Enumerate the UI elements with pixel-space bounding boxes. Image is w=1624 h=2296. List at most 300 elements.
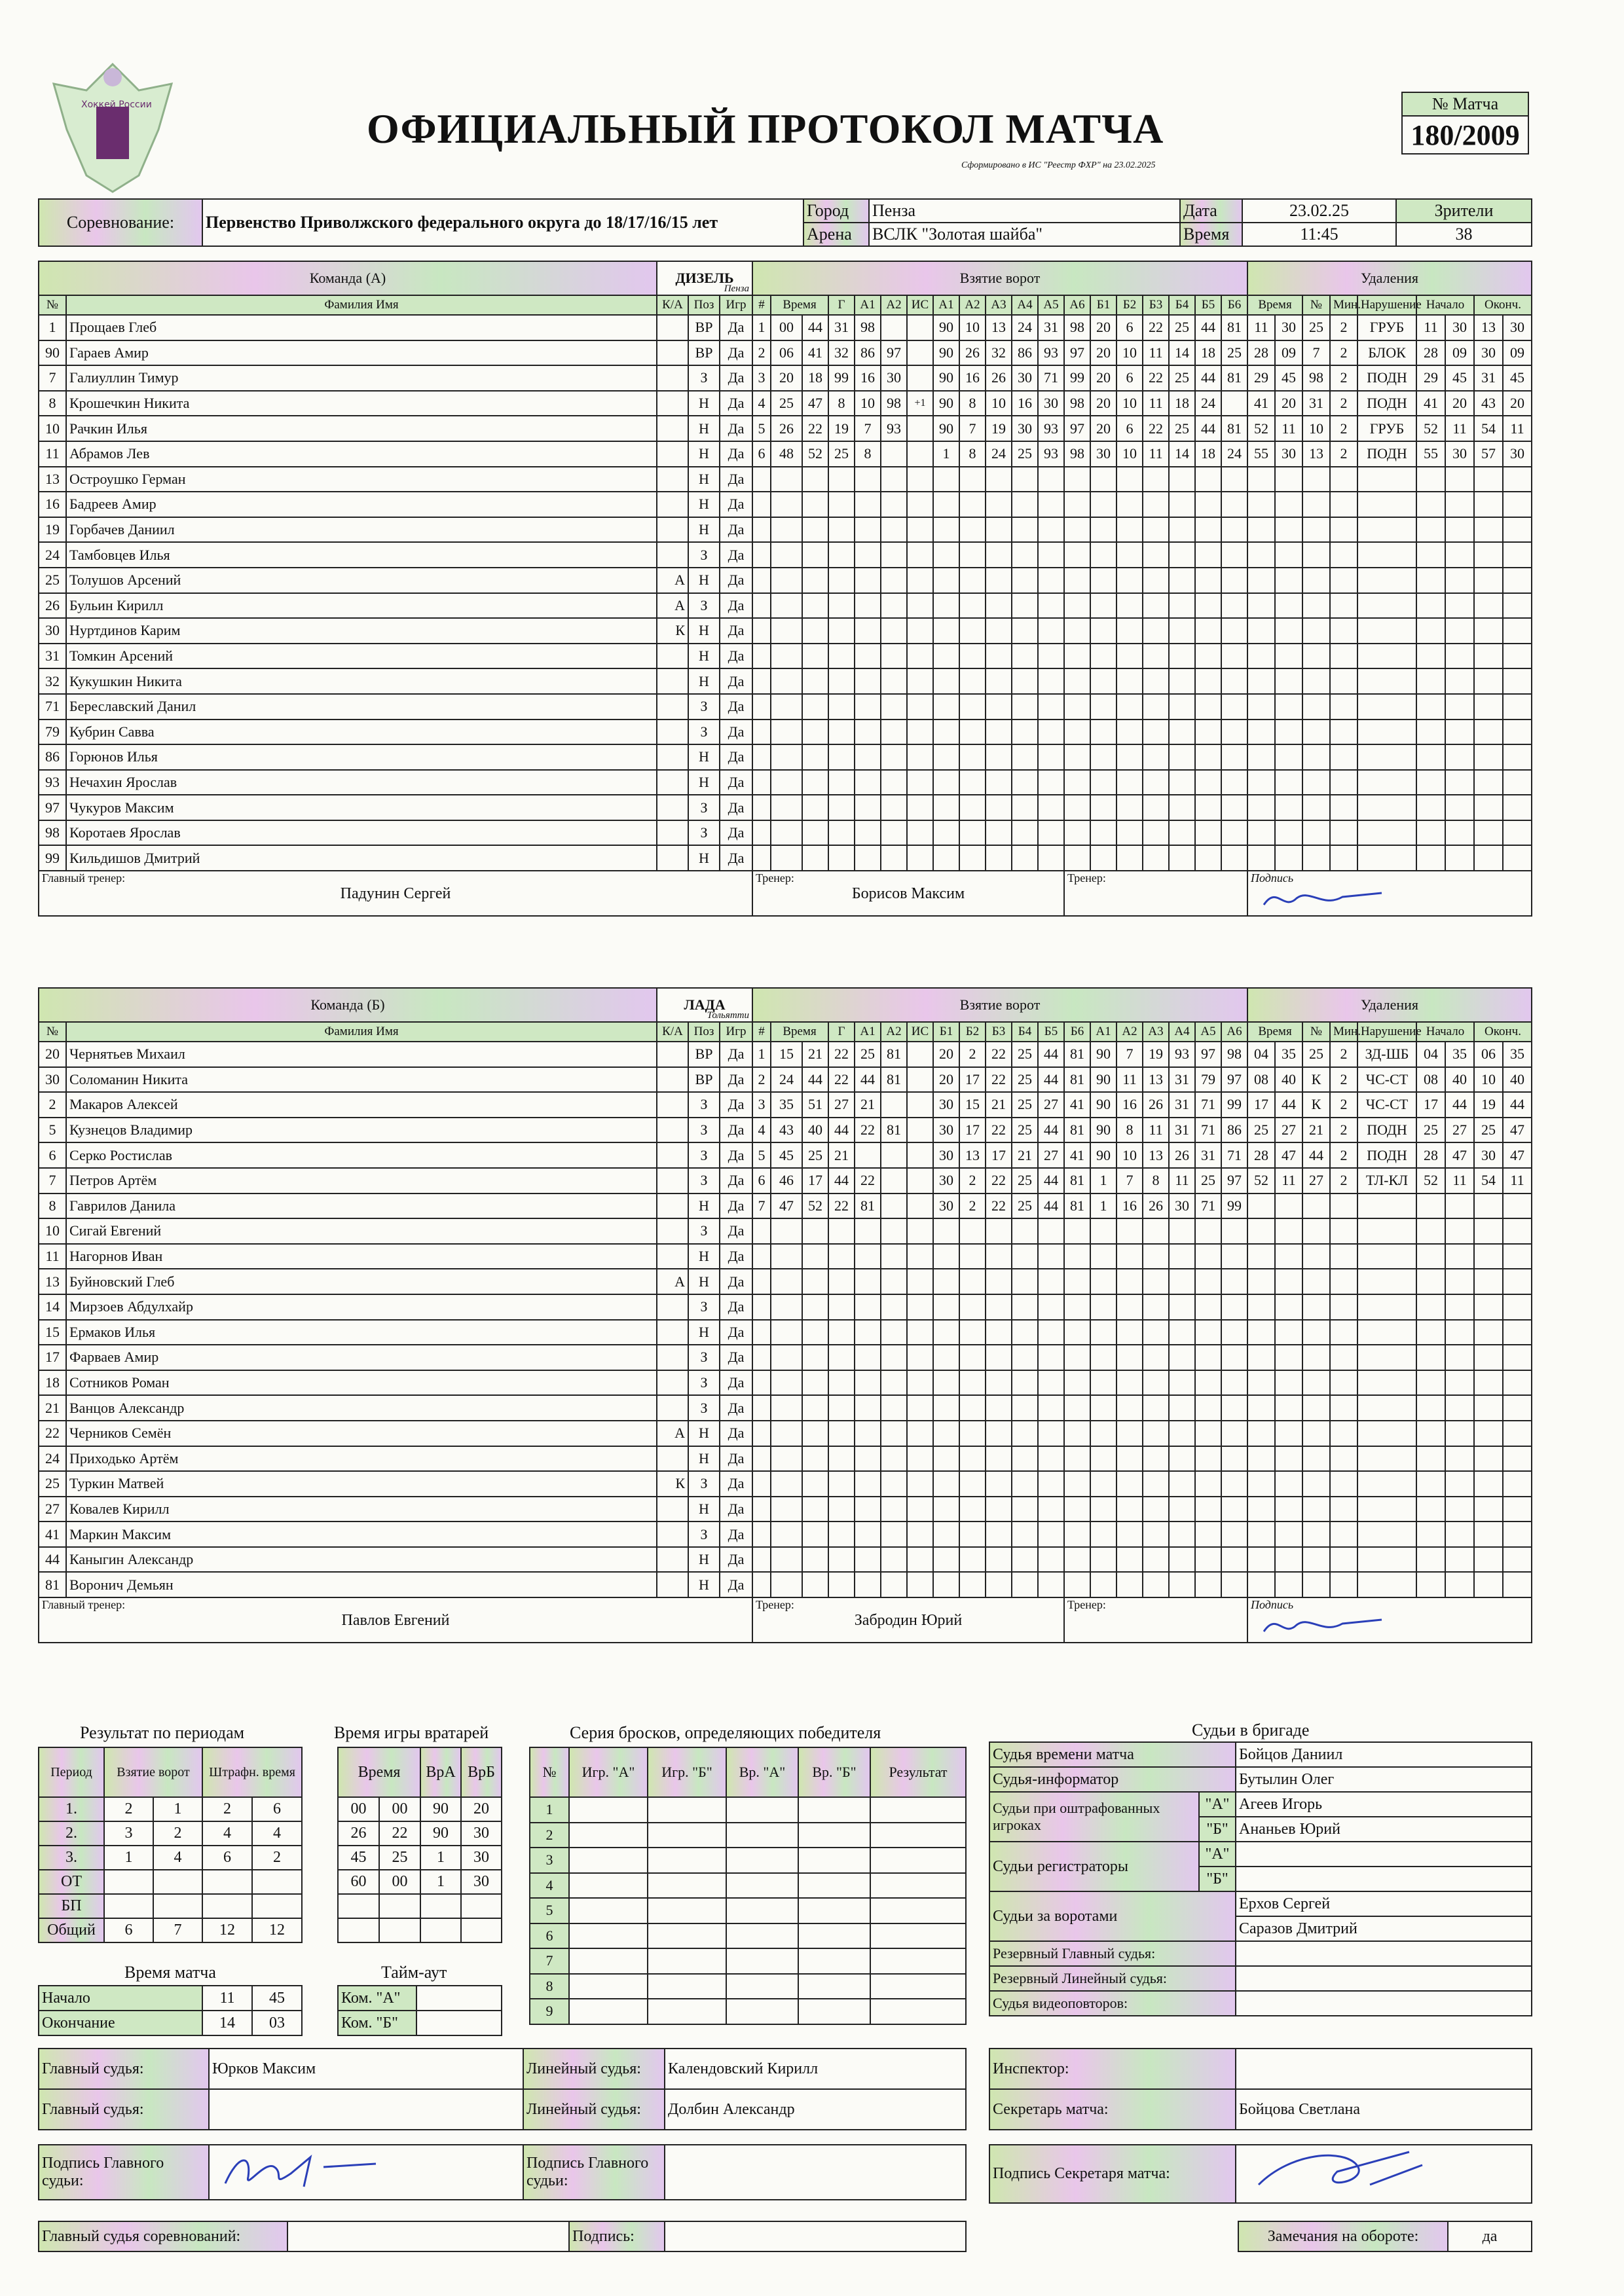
goal-cell: 44: [1038, 1118, 1064, 1143]
penalty-cell: [1416, 795, 1445, 820]
on-ice-col-header: Б5: [1038, 1022, 1064, 1042]
player-position: Н: [688, 416, 720, 441]
goal-cell: 24: [1012, 315, 1038, 340]
period-label: 2.: [39, 1821, 104, 1846]
penalty-cell: 2: [1330, 340, 1357, 366]
penalty-cell: [1503, 1572, 1532, 1597]
goal-cell: [1090, 770, 1116, 795]
goal-cell: 19: [986, 416, 1012, 441]
penalty-cell: [1445, 1547, 1474, 1573]
player-number: 11: [39, 441, 66, 467]
goal-cell: 16: [1116, 1092, 1143, 1118]
goal-cell: [1221, 1572, 1247, 1597]
goal-cell: [1143, 1471, 1169, 1497]
goal-cell: [828, 1572, 855, 1597]
goal-cell: [933, 1218, 959, 1244]
goal-cell: [881, 593, 907, 619]
on-ice-col-header: Б3: [986, 1022, 1012, 1042]
goal-time: [802, 593, 828, 619]
goalie-value: [420, 1894, 461, 1918]
goal-time: [771, 1547, 802, 1573]
penalty-cell: 27: [1445, 1118, 1474, 1143]
goal-cell: [1116, 618, 1143, 644]
penalty-cell: [1474, 467, 1503, 492]
goal-cell: [959, 1370, 986, 1396]
goal-cell: [881, 441, 907, 467]
goal-cell: [1195, 744, 1221, 770]
goal-cell: 90: [933, 340, 959, 366]
goal-cell: 31: [1195, 1142, 1221, 1168]
penalty-cell: [1247, 1471, 1275, 1497]
goal-cell: [1090, 517, 1116, 543]
page-title: ОФИЦИАЛЬНЫЙ ПРОТОКОЛ МАТЧА: [367, 105, 1164, 152]
goal-cell: [1195, 568, 1221, 593]
penalty-cell: [1445, 593, 1474, 619]
player-number: 79: [39, 720, 66, 745]
player-name: Буйновский Глеб: [66, 1269, 657, 1294]
goal-extra: [907, 1370, 933, 1396]
penalty-cell: 41: [1416, 391, 1445, 416]
penalty-cell: 30: [1474, 340, 1503, 366]
goal-cell: [828, 1320, 855, 1345]
match-number: 180/2009: [1402, 116, 1528, 154]
penalty-cell: [1445, 1497, 1474, 1522]
goal-cell: 25: [1169, 416, 1195, 441]
goal-cell: [986, 1522, 1012, 1547]
goal-cell: 30: [933, 1142, 959, 1168]
goal-cell: [1195, 1421, 1221, 1446]
goal-cell: 26: [959, 340, 986, 366]
goal-cell: [1012, 1269, 1038, 1294]
goal-cell: [881, 720, 907, 745]
penalty-cell: 47: [1275, 1142, 1302, 1168]
goal-cell: 24: [1195, 391, 1221, 416]
goal-cell: [959, 1320, 986, 1345]
goal-cell: [1169, 1547, 1195, 1573]
player-name: Горбачев Даниил: [66, 517, 657, 543]
shootout-number: 9: [530, 1999, 569, 2024]
shootout-cell: [870, 1898, 966, 1923]
goal-cell: [828, 1244, 855, 1269]
goalie-row: [338, 1894, 502, 1918]
penalty-infraction: ПОДН: [1357, 365, 1416, 391]
referee-2: [209, 2089, 523, 2130]
goalie-value: [338, 1894, 379, 1918]
goal-cell: 98: [1064, 441, 1090, 467]
goal-time: [771, 644, 802, 669]
goal-cell: 32: [986, 340, 1012, 366]
goal-cell: [959, 1294, 986, 1320]
goal-cell: [1038, 644, 1064, 669]
player-name: Толушов Арсений: [66, 568, 657, 593]
penalty-cell: 2: [1330, 391, 1357, 416]
player-row: [39, 1092, 1532, 1118]
goal-time: [802, 744, 828, 770]
goal-cell: 81: [1064, 1067, 1090, 1093]
goal-cell: [1012, 1320, 1038, 1345]
player-row: [39, 1294, 1532, 1320]
goal-cell: [959, 1345, 986, 1370]
shootout-cell: [798, 1848, 870, 1873]
penalty-infraction: ЧС-СТ: [1357, 1092, 1416, 1118]
player-number: 24: [39, 542, 66, 568]
player-played: Да: [720, 795, 752, 820]
goal-time: 48: [771, 441, 802, 467]
goal-cell: [1012, 1244, 1038, 1269]
goal-cell: [933, 845, 959, 871]
secretary: Бойцова Светлана: [1236, 2089, 1532, 2130]
goal-cell: [1012, 770, 1038, 795]
penalty-cell: [1330, 644, 1357, 669]
goal-cell: 86: [1221, 1118, 1247, 1143]
player-role: [657, 1067, 688, 1093]
player-played: Да: [720, 845, 752, 871]
goal-cell: [933, 1547, 959, 1573]
player-name: Рачкин Илья: [66, 416, 657, 441]
goal-cell: [1012, 694, 1038, 720]
penalty-cell: [1302, 644, 1330, 669]
start-hour: 11: [202, 1986, 252, 2011]
penalty-cell: [1247, 644, 1275, 669]
arena: ВСЛК "Золотая шайба": [869, 223, 1180, 246]
player-role: [657, 1320, 688, 1345]
goalie-value: [461, 1918, 502, 1942]
goal-cell: [1012, 668, 1038, 694]
player-number: 32: [39, 668, 66, 694]
goal-extra: [907, 1118, 933, 1143]
penalty-cell: [1330, 1218, 1357, 1244]
penalty-cell: [1503, 517, 1532, 543]
goal-time: [771, 1572, 802, 1597]
shootout-number: 8: [530, 1974, 569, 1999]
goal-number: 3: [752, 365, 771, 391]
goal-time: 45: [771, 1142, 802, 1168]
goal-cell: [1221, 1345, 1247, 1370]
goal-cell: [986, 618, 1012, 644]
goal-cell: [986, 517, 1012, 543]
signatures: [38, 2144, 967, 2200]
penalty-cell: 25: [1302, 1042, 1330, 1067]
penalty-cell: 44: [1302, 1142, 1330, 1168]
goal-cell: [1116, 1320, 1143, 1345]
goal-cell: [1195, 820, 1221, 846]
goal-number: 2: [752, 1067, 771, 1093]
goal-cell: 11: [1169, 1168, 1195, 1194]
team-b-block: [38, 987, 1532, 1643]
penalty-cell: 54: [1474, 1168, 1503, 1194]
goal-cell: 21: [828, 1142, 855, 1168]
goal-cell: [828, 1269, 855, 1294]
penalty-cell: [1503, 568, 1532, 593]
reserve-main: [1236, 1941, 1532, 1966]
goal-cell: [1143, 1218, 1169, 1244]
penalty-cell: [1302, 795, 1330, 820]
penalty-cell: 41: [1247, 391, 1275, 416]
goal-cell: [959, 593, 986, 619]
on-ice-col-header: Б4: [1169, 295, 1195, 315]
goal-cell: [1169, 492, 1195, 517]
goal-time: [771, 1446, 802, 1472]
shootout-cell: [648, 1848, 726, 1873]
shootout-cell: [648, 1948, 726, 1974]
penalty-cell: [1330, 1320, 1357, 1345]
goal-cell: [1090, 467, 1116, 492]
col-captain: К/А: [657, 295, 688, 315]
penalty-cell: [1474, 1345, 1503, 1370]
penalty-col-header: Оконч.: [1474, 1022, 1532, 1042]
goal-time: 25: [802, 1142, 828, 1168]
goal-cell: [933, 593, 959, 619]
player-played: Да: [720, 1320, 752, 1345]
penalty-cell: [1275, 1269, 1302, 1294]
goal-time: 52: [802, 1194, 828, 1219]
coach: Борисов Максим: [851, 885, 965, 903]
player-row: [39, 1370, 1532, 1396]
goal-number: 3: [752, 1092, 771, 1118]
penalty-cell: 40: [1503, 1067, 1532, 1093]
goal-cell: [1195, 1471, 1221, 1497]
goal-time: 06: [771, 340, 802, 366]
goal-time: [771, 845, 802, 871]
goal-cell: [1195, 467, 1221, 492]
player-row: [39, 1194, 1532, 1219]
goal-cell: 81: [1221, 315, 1247, 340]
period-row: [39, 1870, 302, 1894]
player-number: 30: [39, 1067, 66, 1093]
goal-cell: [1090, 1395, 1116, 1421]
penalty-cell: [1302, 1497, 1330, 1522]
period-value: 2: [202, 1797, 252, 1821]
goal-cell: [828, 1294, 855, 1320]
player-row: [39, 1067, 1532, 1093]
goal-time: [802, 1269, 828, 1294]
player-name: Тамбовцев Илья: [66, 542, 657, 568]
penalty-cell: [1503, 1471, 1532, 1497]
goal-cell: [1169, 1395, 1195, 1421]
shootout-cell: [726, 1873, 798, 1899]
goal-cell: [986, 770, 1012, 795]
goal-time: [802, 1522, 828, 1547]
player-position: З: [688, 542, 720, 568]
goal-cell: 90: [1090, 1067, 1116, 1093]
goal-cell: 1: [1090, 1168, 1116, 1194]
penalty-cell: 2: [1330, 1092, 1357, 1118]
player-name: Бадреев Амир: [66, 492, 657, 517]
goal-time: 21: [802, 1042, 828, 1067]
penalty-cell: [1275, 1370, 1302, 1396]
goal-cell: [1090, 1547, 1116, 1573]
goal-cell: [1116, 593, 1143, 619]
goal-time: 22: [802, 416, 828, 441]
goal-cell: [1169, 1421, 1195, 1446]
period-value: 6: [202, 1846, 252, 1870]
goal-time: [802, 492, 828, 517]
goal-cell: [1169, 770, 1195, 795]
penalty-cell: 25: [1302, 315, 1330, 340]
goal-cell: [1221, 1294, 1247, 1320]
penalty-infraction: ЗД-ШБ: [1357, 1042, 1416, 1067]
goal-cell: [1038, 845, 1064, 871]
penalty-cell: [1445, 492, 1474, 517]
player-number: 17: [39, 1345, 66, 1370]
player-played: Да: [720, 1142, 752, 1168]
penalty-cell: [1247, 1395, 1275, 1421]
referee-signature-2: [665, 2145, 966, 2200]
goal-cell: 30: [933, 1168, 959, 1194]
player-position: З: [688, 1092, 720, 1118]
goal-cell: [1169, 845, 1195, 871]
player-position: Н: [688, 1446, 720, 1472]
team-signature-cell: [1247, 871, 1532, 916]
goal-cell: [1064, 1471, 1090, 1497]
on-ice-col-header: А3: [1143, 1022, 1169, 1042]
shootout-cell: [798, 1974, 870, 1999]
goal-cell: [1195, 1395, 1221, 1421]
goal-cell: 81: [881, 1067, 907, 1093]
penalty-cell: [1416, 1218, 1445, 1244]
goal-cell: 7: [1116, 1168, 1143, 1194]
goal-time: [802, 1471, 828, 1497]
goal-col-header: А1: [855, 295, 881, 315]
goal-cell: [1221, 1370, 1247, 1396]
penalty-cell: [1445, 467, 1474, 492]
goal-extra: [907, 1497, 933, 1522]
goal-cell: [1038, 1446, 1064, 1472]
goal-cell: 97: [1195, 1042, 1221, 1067]
goal-time: [771, 517, 802, 543]
penalty-cell: [1445, 568, 1474, 593]
player-role: [657, 315, 688, 340]
goal-cell: [1195, 1218, 1221, 1244]
penalty-cell: [1474, 1421, 1503, 1446]
goalie-row: [338, 1797, 502, 1821]
goal-cell: [1038, 820, 1064, 846]
player-row: [39, 1142, 1532, 1168]
player-played: Да: [720, 720, 752, 745]
goal-judges-label: Судьи за воротами: [989, 1891, 1236, 1941]
on-ice-col-header: А6: [1064, 295, 1090, 315]
player-name: Гаврилов Данила: [66, 1194, 657, 1219]
goal-cell: [1143, 1244, 1169, 1269]
penalty-cell: [1247, 720, 1275, 745]
goal-time: 52: [802, 441, 828, 467]
goal-cell: 81: [1064, 1194, 1090, 1219]
match-number-box: [1401, 92, 1529, 155]
goal-cell: [855, 770, 881, 795]
goal-cell: [1038, 694, 1064, 720]
penalty-cell: 11: [1445, 416, 1474, 441]
shootout-cell: [726, 1974, 798, 1999]
goal-cell: [855, 720, 881, 745]
crew: [989, 1741, 1532, 2016]
goal-cell: [1169, 517, 1195, 543]
goal-cell: [1116, 820, 1143, 846]
goal-cell: 44: [1038, 1042, 1064, 1067]
player-position: З: [688, 1294, 720, 1320]
referee-signature: [209, 2145, 523, 2200]
team-a-block: [38, 261, 1532, 917]
goal-cell: [1064, 1421, 1090, 1446]
penalty-cell: [1275, 542, 1302, 568]
timeout-a: [416, 1986, 502, 2011]
goal-cell: 81: [855, 1194, 881, 1219]
player-number: 5: [39, 1118, 66, 1143]
player-name: Нечахин Ярослав: [66, 770, 657, 795]
goal-cell: [1090, 542, 1116, 568]
goal-cell: 90: [933, 391, 959, 416]
penalty-cell: [1275, 668, 1302, 694]
goal-cell: [959, 1572, 986, 1597]
goal-cell: [933, 668, 959, 694]
goal-cell: 10: [1116, 340, 1143, 366]
goal-extra: [907, 820, 933, 846]
penalty-cell: [1445, 1269, 1474, 1294]
penalty-cell: [1247, 1446, 1275, 1472]
goal-extra: [907, 1421, 933, 1446]
penalty-cell: [1474, 1194, 1503, 1219]
penalty-cell: [1503, 1395, 1532, 1421]
goal-cell: [1064, 668, 1090, 694]
period-value: 12: [252, 1918, 302, 1942]
goal-time: [771, 1218, 802, 1244]
penalty-infraction: [1357, 1194, 1416, 1219]
shootout-cell: [870, 1974, 966, 1999]
goal-number: 6: [752, 1168, 771, 1194]
player-role: [657, 795, 688, 820]
goal-cell: 97: [1064, 340, 1090, 366]
player-played: Да: [720, 365, 752, 391]
goal-extra: [907, 744, 933, 770]
goal-extra: [907, 668, 933, 694]
goal-cell: 14: [1169, 441, 1195, 467]
shootout-cell: [569, 1823, 648, 1848]
goal-time: [802, 1244, 828, 1269]
goal-cell: [933, 492, 959, 517]
goal-cell: 13: [959, 1142, 986, 1168]
goal-time: 26: [771, 416, 802, 441]
penalty-cell: [1302, 568, 1330, 593]
goal-number: [752, 1522, 771, 1547]
goal-cell: [1116, 568, 1143, 593]
player-number: 93: [39, 770, 66, 795]
goal-cell: [1064, 542, 1090, 568]
goal-cell: [959, 744, 986, 770]
goal-extra: [907, 1320, 933, 1345]
col-position: Поз: [688, 1022, 720, 1042]
player-played: Да: [720, 1294, 752, 1320]
player-role: [657, 770, 688, 795]
penalty-infraction: ПОДН: [1357, 1142, 1416, 1168]
penalty-cell: [1445, 1345, 1474, 1370]
penalty-cell: 30: [1445, 441, 1474, 467]
goal-cell: 16: [855, 365, 881, 391]
shootout-number: 4: [530, 1873, 569, 1899]
goal-cell: [1169, 1294, 1195, 1320]
penalty-cell: [1330, 820, 1357, 846]
goal-cell: 90: [1090, 1118, 1116, 1143]
goal-cell: [1169, 1269, 1195, 1294]
goal-cell: [986, 744, 1012, 770]
penalty-cell: [1247, 1194, 1275, 1219]
penalty-cell: 47: [1445, 1142, 1474, 1168]
goal-cell: 1: [1090, 1194, 1116, 1219]
penalty-cell: [1330, 720, 1357, 745]
goal-extra: [907, 1244, 933, 1269]
goal-cell: [1090, 1370, 1116, 1396]
player-played: Да: [720, 1547, 752, 1573]
goal-cell: [933, 1294, 959, 1320]
coach-cell: [752, 1597, 1064, 1643]
